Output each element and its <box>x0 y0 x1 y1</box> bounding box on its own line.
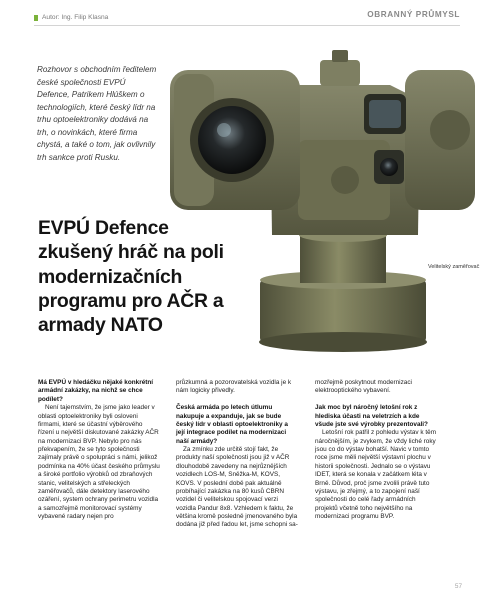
answer-2-continued: mozřejmě poskytnout modernizaci elektrooptického vybavení. <box>315 379 412 395</box>
article-headline: EVPÚ Defence zkušený hráč na poli modernizačních programu pro AČR a armady NATO <box>38 217 224 337</box>
header-divider <box>34 25 460 26</box>
answer-1: Není tajemstvím, že jsme jako leader v oblasti optoelektroniky byli osloveni firmami, které se účastní výběrového řízení u největší diskutované zakázky AČR na modernizaci BVP. Nebylo pro nás překvapením, že se tyto společnosti zajímaly právě o spolupráci s námi, jelikož podmínka na 40% účast českého průmyslu a široké portfolio výrobků od zbraňových stanic, velitelských a střeleckých zaměřovačů, dále detektory laserového ozáření, system ochrany perimetru vozidla a samozřejmě monitorovací systémy vybavené radary nejen pro <box>38 404 160 520</box>
author-line <box>34 14 108 21</box>
answer-2: Za zmínku zde určitě stojí fakt, že produkty naší společnosti jsou již v AČR dlouhodobě zavedeny na nejrůznějších vozidlech LOS-M, Sněžka-M, KOVS, KOVS. V poslední době pak aktuálně probíhající zakázka na 80 kusů CBRN vozidel či velitelskou spojovací verzi vozidla Pandur 8x8. Vzhledem k faktu, že většina kromě posledně jmenovaného byla dodána již před řadou let, jsme schopni sa- <box>176 446 298 529</box>
question-3: Jak moc byl náročný letošní rok z hlediska účasti na veletrzích a kde všude jste své výrobky prezentovali? <box>315 404 428 428</box>
article-column-3 <box>315 379 437 521</box>
photo-caption: Velitelský zaměřovač <box>428 264 480 270</box>
section-title: OBRANNÝ PRŮMYSL <box>367 10 460 19</box>
lead-paragraph: Rozhovor s obchodním ředitelem české společnosti EVPÚ Defence, Patrikem Hlúškem o technologiích, které český lídr na trhu optoelektroniky dodává na trh, o novinkách, které firma chystá, a také o tom, jak ovlivnily trh sankce proti Rusku. <box>37 65 157 162</box>
page-number: 57 <box>454 583 462 590</box>
article-column-1 <box>38 379 160 521</box>
author-name: Autor: Ing. Filip Klasna <box>42 14 109 21</box>
question-2: Česká armáda po letech útlumu nakupuje a expanduje, jak se bude český lídr v oblasti optoelektroniky a její integrace podílet na modernizaci naší armády? <box>176 404 288 445</box>
question-1: Má EVPÚ v hledáčku nějaké konkrétní armádní zakázky, na nichž se chce podílet? <box>38 379 154 403</box>
answer-1-continued: průzkumná a pozorovatelská vozidla je k nám logicky přivedly. <box>176 379 292 395</box>
article-column-2 <box>176 379 298 530</box>
author-marker-icon <box>34 15 38 21</box>
answer-3: Letošní rok patřil z pohledu výstav k těm náročnějším, je zvykem, že vždy liché roky jsou co do výstav bohatší. Navic v tomto roce jsme měli největší výstavní plochu v historii společnosti. Jednalo se o výstavu IDET, která se konala v začátkem léta v Brně. Důvod, proč jsme zvolili právě tuto výstavu, je zřejmý, a to zapojení naší společnosti do celé řady armádních projektů včetně toho největšího na modernizaci programu BVP. <box>315 429 437 521</box>
